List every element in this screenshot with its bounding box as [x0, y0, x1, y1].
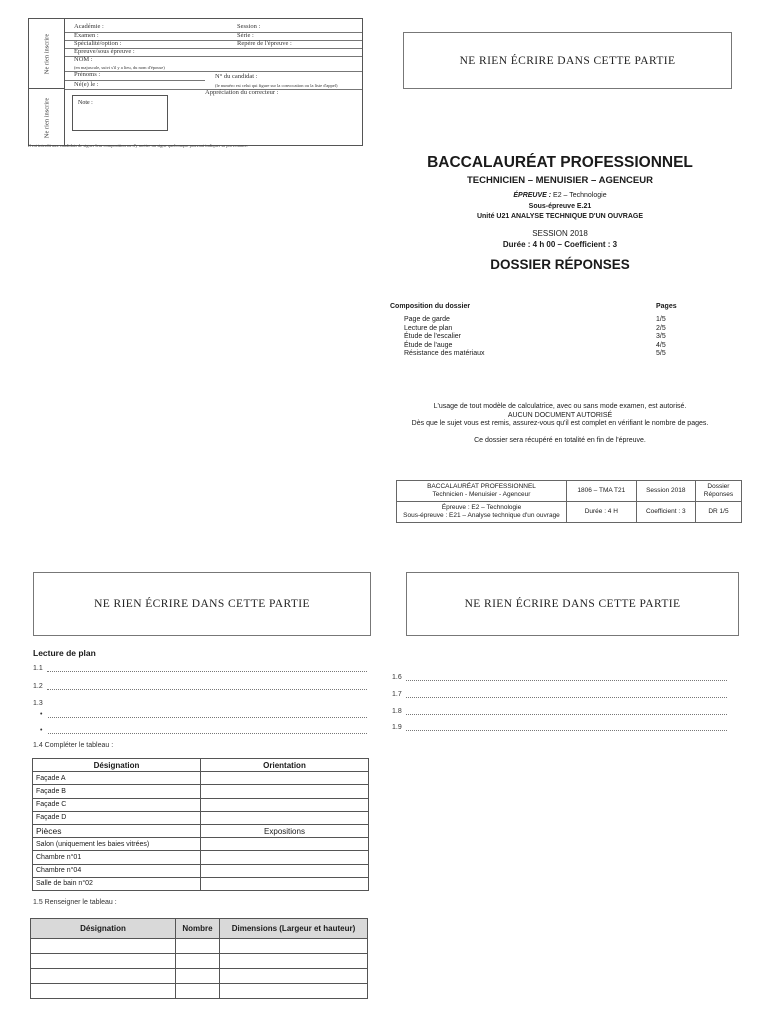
header-footnote: Il est interdit aux candidats de signer leur composition ou d'y mettre un signe quelconque pouvant indiquer sa provenance.	[28, 143, 249, 148]
orientation-table	[32, 758, 369, 891]
note-box[interactable]	[72, 95, 168, 131]
field-session[interactable]: Session :	[237, 23, 261, 30]
table-cell: Chambre n°01	[33, 851, 201, 864]
table-header: Dimensions (Largeur et hauteur)	[220, 919, 368, 939]
list-item-page: 5/5	[656, 350, 666, 358]
table-row	[33, 851, 369, 864]
table-cell: Façade C	[33, 798, 201, 811]
cartouche-doc-type: Dossier Réponses	[695, 481, 741, 502]
dimensions-table	[30, 918, 368, 999]
question-number: 1.8	[392, 708, 402, 715]
cartouche-table	[396, 480, 742, 523]
question-number: 1.7	[392, 691, 402, 698]
question-number: 1.6	[392, 674, 402, 681]
epreuve-label: ÉPREUVE :	[513, 192, 552, 199]
list-item-label: Page de garde	[404, 316, 450, 323]
list-item-label: Étude de l'escalier	[404, 333, 461, 341]
table-subheader: Expositions	[201, 824, 369, 837]
cartouche-page: DR 1/5	[695, 502, 741, 523]
note-check-pages: Dès que le sujet vous est remis, assurez-vous qu'il est complet en vérifiant le nombre de pages.	[411, 420, 709, 427]
answer-cell[interactable]	[201, 772, 369, 785]
pages-heading: Pages	[656, 303, 677, 310]
side-text-top: Ne rien inscrire	[43, 33, 50, 74]
question-1-3	[33, 700, 45, 707]
answer-line-1-3-b[interactable]	[40, 727, 367, 734]
table-header: Nombre	[176, 919, 220, 939]
field-candidat[interactable]: N° du candidat :	[215, 73, 258, 80]
list-item-label: Étude de l'auge	[404, 341, 453, 349]
side-label-bottom	[29, 89, 65, 146]
dossier-title: DOSSIER RÉPONSES	[490, 257, 630, 272]
table-cell: Salle de bain n°02	[33, 877, 201, 890]
sous-epreuve-line: Sous-épreuve E.21	[528, 203, 592, 210]
table-row	[31, 954, 368, 969]
table-row	[33, 811, 369, 824]
question-number: 1.2	[33, 683, 43, 690]
answer-line-1-7[interactable]	[392, 691, 727, 698]
table-cell: Façade D	[33, 811, 201, 824]
answer-cell[interactable]	[201, 877, 369, 890]
divider	[65, 56, 362, 57]
composition-list	[404, 316, 700, 359]
table-row	[33, 877, 369, 890]
cartouche-code: 1806 – TMA T21	[567, 481, 637, 502]
answer-cell[interactable]	[176, 984, 220, 999]
list-item-page: 1/5	[656, 316, 666, 323]
list-item-label: Résistance des matériaux	[404, 350, 485, 358]
candidate-header-form	[28, 18, 363, 146]
list-item	[404, 350, 700, 359]
appreciation-label: Appréciation du correcteur :	[205, 89, 279, 96]
cartouche-exam: BACCALAURÉAT PROFESSIONNEL Technicien - Menuisier - Agenceur	[397, 481, 567, 502]
answer-line-1-1[interactable]	[33, 665, 367, 672]
note-no-document: AUCUN DOCUMENT AUTORISÉ	[507, 411, 613, 419]
answer-cell[interactable]	[176, 969, 220, 984]
answer-cell[interactable]	[31, 954, 176, 969]
epreuve-line	[375, 192, 745, 199]
field-nom[interactable]: NOM :	[74, 56, 93, 63]
answer-cell[interactable]	[220, 954, 368, 969]
list-item-page: 4/5	[656, 341, 666, 349]
composition-heading: Composition du dossier	[390, 303, 471, 310]
bullet: •	[40, 711, 43, 718]
cartouche-duree: Durée : 4 H	[567, 502, 637, 523]
note-collected: Ce dossier sera récupéré en totalité en fin de l'épreuve.	[474, 436, 646, 444]
answer-cell[interactable]	[31, 984, 176, 999]
table-cell: Salon (uniquement les baies vitrées)	[33, 838, 201, 851]
field-ne[interactable]: Né(e) le :	[74, 81, 99, 88]
question-1-4-label: 1.4 Compléter le tableau :	[33, 742, 114, 749]
session-line: SESSION 2018	[532, 229, 588, 238]
field-prenoms[interactable]: Prénoms :	[74, 71, 101, 78]
answer-cell[interactable]	[31, 969, 176, 984]
divider	[65, 71, 362, 72]
exam-title: BACCALAURÉAT PROFESSIONNEL	[427, 154, 693, 171]
cartouche-session: Session 2018	[636, 481, 695, 502]
table-row	[33, 864, 369, 877]
side-text-bottom: Ne rien inscrire	[43, 97, 50, 138]
answer-cell[interactable]	[201, 838, 369, 851]
question-number: 1.9	[392, 724, 402, 731]
unite-line: Unité U21 ANALYSE TECHNIQUE D'UN OUVRAGE	[476, 213, 644, 220]
no-write-text: NE RIEN ÉCRIRE DANS CETTE PARTIE	[464, 598, 681, 610]
epreuve-value: E2 – Technologie	[551, 192, 607, 199]
table-row	[33, 798, 369, 811]
field-examen[interactable]: Examen :	[74, 32, 99, 39]
list-item-label: Lecture de plan	[404, 324, 453, 332]
table-header: Désignation	[33, 759, 201, 772]
table-cell: Façade B	[33, 785, 201, 798]
table-cell: Façade A	[33, 772, 201, 785]
table-row	[33, 772, 369, 785]
no-write-text: NE RIEN ÉCRIRE DANS CETTE PARTIE	[94, 598, 310, 610]
table-row	[31, 939, 368, 954]
list-item	[404, 325, 700, 334]
answer-line-1-6[interactable]	[392, 674, 727, 681]
cartouche-coef: Coefficient : 3	[636, 502, 695, 523]
answer-cell[interactable]	[220, 939, 368, 954]
table-cell: Chambre n°04	[33, 864, 201, 877]
table-header: Désignation	[31, 919, 176, 939]
table-row	[31, 969, 368, 984]
answer-line-1-3-a[interactable]	[40, 711, 367, 718]
field-epreuve[interactable]: Epreuve/sous épreuve :	[74, 48, 135, 55]
answer-cell[interactable]	[31, 939, 176, 954]
question-number: 1.3	[33, 700, 43, 707]
answer-cell[interactable]	[201, 798, 369, 811]
question-1-5-label: 1.5 Renseigner le tableau :	[33, 899, 117, 906]
no-write-box-right	[406, 572, 739, 636]
no-write-box-left	[33, 572, 371, 636]
table-row	[33, 785, 369, 798]
answer-line-1-2[interactable]	[33, 683, 367, 690]
answer-cell[interactable]	[176, 939, 220, 954]
answer-line-1-8[interactable]	[392, 708, 727, 715]
no-write-text: NE RIEN ÉCRIRE DANS CETTE PARTIE	[459, 54, 676, 67]
list-item-page: 3/5	[656, 333, 666, 341]
duree-line: Durée : 4 h 00 – Coefficient : 3	[502, 240, 618, 249]
no-write-box-top	[403, 32, 732, 89]
cartouche-epreuve: Épreuve : E2 – Technologie Sous-épreuve : E21 – Analyse technique d'un ouvrage	[397, 502, 567, 523]
answer-cell[interactable]	[220, 969, 368, 984]
answer-cell[interactable]	[201, 811, 369, 824]
table-header: Orientation	[201, 759, 369, 772]
exam-subtitle: TECHNICIEN – MENUISIER – AGENCEUR	[467, 175, 653, 186]
field-nom-note: (en majuscule, suivi s'il y a lieu, du nom d'épouse)	[74, 65, 165, 70]
exam-notes	[375, 403, 745, 445]
table-subheader: Pièces	[33, 824, 201, 837]
list-item	[404, 333, 700, 342]
list-item	[404, 342, 700, 351]
section-title: Lecture de plan	[33, 648, 96, 658]
field-academie[interactable]: Académie :	[74, 23, 104, 30]
divider	[65, 32, 362, 33]
field-specialite[interactable]: Spécialité/option :	[74, 40, 122, 47]
answer-cell[interactable]	[220, 984, 368, 999]
field-serie[interactable]: Série :	[237, 32, 254, 39]
answer-line-1-9[interactable]	[392, 724, 727, 731]
list-item	[404, 316, 700, 325]
table-row	[33, 838, 369, 851]
note-label: Note :	[78, 100, 93, 106]
note-calculator: L'usage de tout modèle de calculatrice, avec ou sans mode examen, est autorisé.	[433, 403, 687, 410]
question-number: 1.1	[33, 665, 43, 672]
answer-cell[interactable]	[201, 785, 369, 798]
answer-cell[interactable]	[201, 864, 369, 877]
answer-cell[interactable]	[201, 851, 369, 864]
answer-cell[interactable]	[176, 954, 220, 969]
side-label-top	[29, 19, 65, 89]
field-repere[interactable]: Repère de l'épreuve :	[237, 40, 292, 47]
bullet: •	[40, 727, 43, 734]
list-item-page: 2/5	[656, 324, 666, 332]
field-candidat-note: (le numéro est celui qui figure sur la convocation ou la liste d'appel)	[215, 83, 338, 88]
table-row	[33, 824, 369, 837]
table-row	[31, 984, 368, 999]
